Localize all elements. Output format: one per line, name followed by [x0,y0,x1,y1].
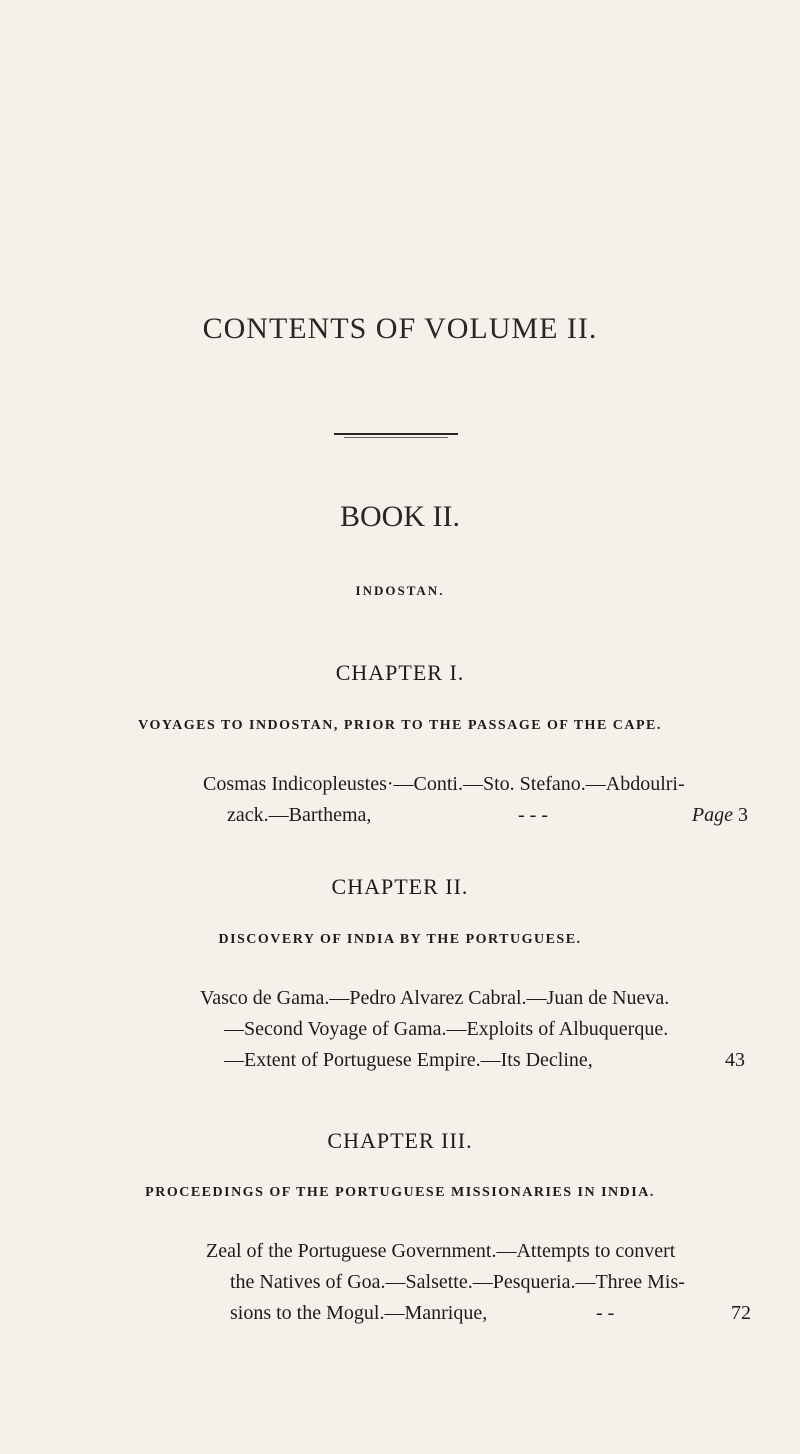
chapter-2-line-3: —Extent of Portuguese Empire.—Its Decline, [224,1049,593,1071]
chapter-3-line-1: Zeal of the Portuguese Government.—Attempts to convert [206,1240,676,1262]
chapter-3-page-ref [731,1298,751,1329]
chapter-1-subtitle: VOYAGES TO INDOSTAN, PRIOR TO THE PASSAGE OF THE CAPE. [138,718,662,733]
chapter-1-line-1: Cosmas Indicopleustes·—Conti.—Sto. Stefano.—Abdoulri- [203,773,685,795]
chapter-3-heading: CHAPTER III. [327,1128,473,1153]
chapter-2-page-number: 43 [725,1049,745,1071]
chapter-3-line-3: sions to the Mogul.—Manrique, [230,1302,488,1324]
chapter-3-line-2: the Natives of Goa.—Salsette.—Pesqueria.—Three Mis- [230,1271,685,1293]
chapter-1-page-ref [692,800,748,831]
chapter-1-entry [203,769,748,831]
chapter-2-page-ref [725,1045,745,1076]
chapter-3-subtitle: PROCEEDINGS OF THE PORTUGUESE MISSIONARIES IN INDIA. [145,1185,655,1200]
chapter-1-heading: CHAPTER I. [335,660,465,685]
chapter-1-line-2: zack.—Barthema, [227,804,372,826]
chapter-1-page-number: 3 [738,804,748,826]
chapter-2-line-2: —Second Voyage of Gama.—Exploits of Albuquerque. [224,1018,669,1040]
chapter-3-page-number: 72 [731,1302,751,1324]
chapter-3-entry [206,1236,751,1329]
chapter-2-line-1: Vasco de Gama.—Pedro Alvarez Cabral.—Juan de Nueva. [200,987,670,1009]
contents-title: CONTENTS OF VOLUME II. [202,312,598,345]
book-title: BOOK II. [340,500,460,533]
chapter-2-entry [200,983,745,1076]
chapter-3-leader-dots: - - [596,1302,615,1324]
title-divider [334,433,458,435]
book-subtitle: INDOSTAN. [355,583,445,598]
chapter-1-leader-dots: - - - [518,804,548,826]
chapter-2-subtitle: DISCOVERY OF INDIA BY THE PORTUGUESE. [218,932,582,947]
chapter-1-page-label: Page [691,804,733,826]
chapter-2-heading: CHAPTER II. [331,874,469,899]
